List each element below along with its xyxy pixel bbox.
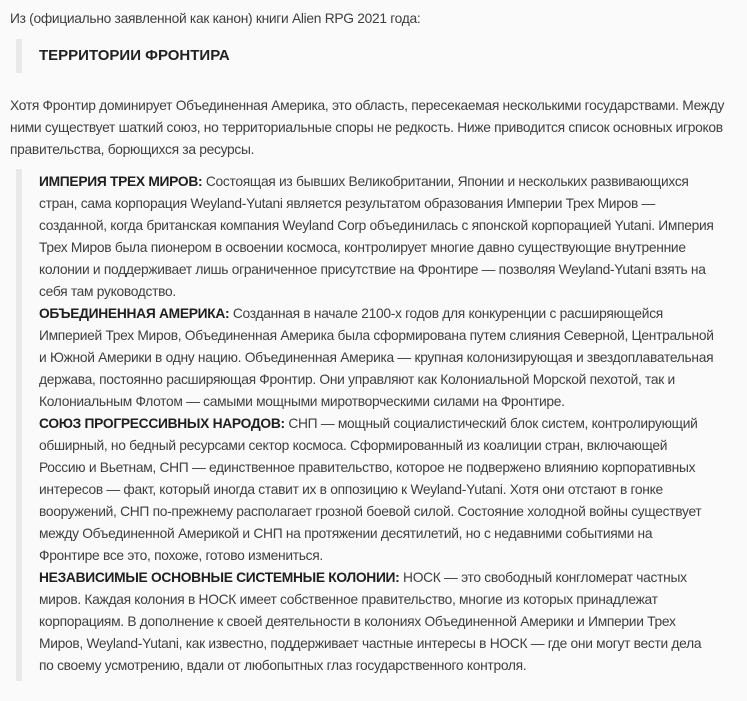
intro-paragraph: Хотя Фронтир доминирует Объединенная Америка, это область, пересекаемая несколькими государствами. Между ними существует шаткий союз, но территориальные споры не редкость. Ниже приводится список основных игроков правительства, борющихся за ресурсы.: [10, 98, 725, 157]
source-attribution-line: Из (официально заявленной как канон) книги Alien RPG 2021 года:: [10, 11, 421, 26]
factions-quote-block: [16, 169, 735, 681]
faction-description: НОСК — это свободный конгломерат частных миров. Каждая колония в НОСК имеет собственное правительство, многие из которых принадлежат корпорациям. В дополнение к своей деятельности в колониях Объединенной Америки и Империи Трех Миров, Weyland-Yutani, как известно, поддерживает частные интересы в НОСК — где они могут вести дела по своему усмотрению, вдали от любопытных глаз государственного контроля.: [39, 570, 702, 673]
faction-description: СНП — мощный социалистический блок систем, контролирующий обширный, но бедный ресурсами сектор космоса. Сформированный из коалиции стран, включающей Россию и Вьетнам, СНП — единственное правительство, которое не подвержено влиянию корпоративных интересов — факт, который иногда ставит их в оппозицию к Weyland-Yutani. Хотя они отстают в гонке вооружений, СНП по-прежнему располагает грозной боевой силой. Состояние холодной войны существует между Объединенной Америкой и СНП на протяжении десятилетий, но с недавними событиями на Фронтире все это, похоже, готово измениться.: [39, 416, 702, 563]
section-heading-quote: [16, 39, 735, 73]
faction-name: НЕЗАВИСИМЫЕ ОСНОВНЫЕ СИСТЕМНЫЕ КОЛОНИИ:: [39, 570, 400, 585]
faction-paragraph: [39, 303, 715, 413]
faction-description: Состоящая из бывших Великобритании, Японии и нескольких развивающихся стран, сама корпорация Weyland-Yutani является результатом образования Империи Трех Миров — созданной, когда британская компания Weyland Corp объединилась с японской корпорацией Yutani. Империя Трех Миров была пионером в освоении космоса, контролирует многие давно существующие внутренние колонии и поддерживает лишь ограниченное присутствие на Фронтире — позволяя Weyland-Yutani взять на себя там руководство.: [39, 174, 714, 299]
faction-description: Созданная в начале 2100-х годов для конкуренции с расширяющейся Империей Трех Миров, Объединенная Америка была сформирована путем слияния Северной, Центральной и Южной Америки в одну нацию. Объединенная Америка — крупная колонизирующая и звездоплавательная держава, постоянно расширяющая Фронтир. Они управляют как Колониальной Морской пехотой, так и Колониальным Флотом — самыми мощными миротворческими силами на Фронтире.: [39, 306, 714, 409]
faction-name: ИМПЕРИЯ ТРЕХ МИРОВ:: [39, 174, 203, 189]
faction-paragraph: [39, 567, 715, 677]
section-heading: ТЕРРИТОРИИ ФРОНТИРА: [39, 47, 230, 64]
faction-paragraph: [39, 171, 715, 303]
faction-paragraph: [39, 413, 715, 567]
faction-name: ОБЪЕДИНЕННАЯ АМЕРИКА:: [39, 306, 230, 321]
faction-name: СОЮЗ ПРОГРЕССИВНЫХ НАРОДОВ:: [39, 416, 285, 431]
